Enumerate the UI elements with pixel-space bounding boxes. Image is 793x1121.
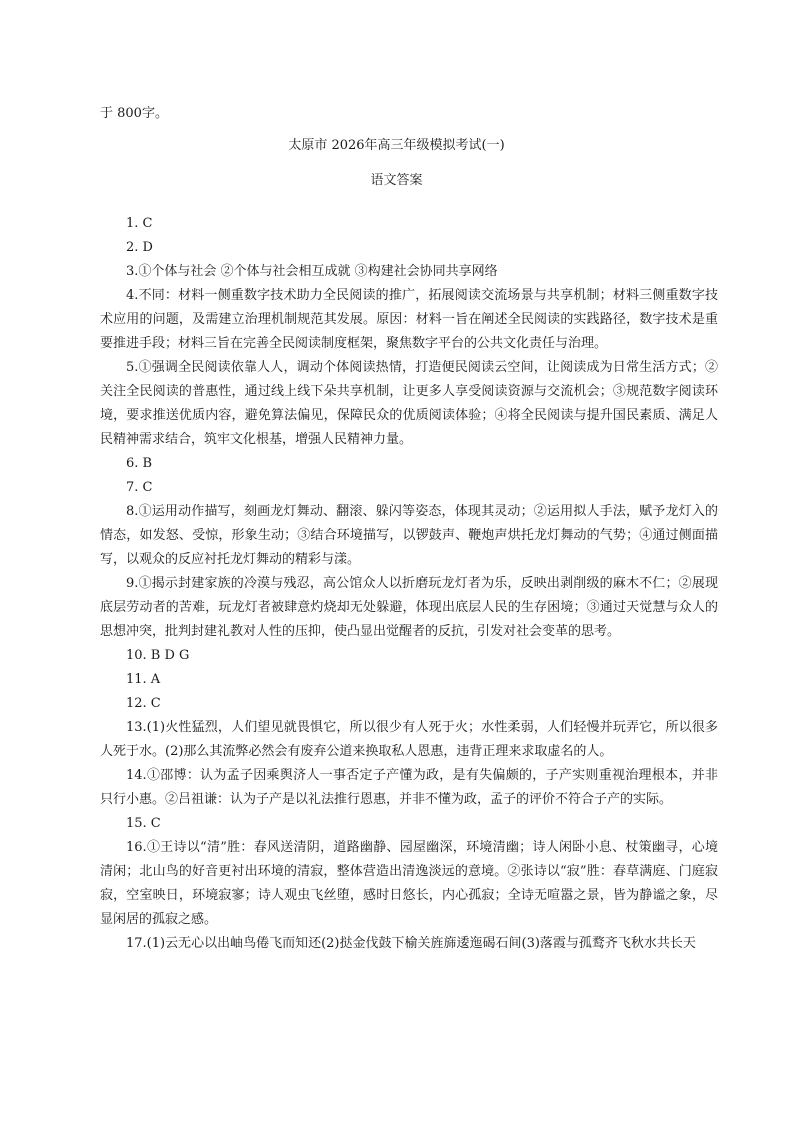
page-subtitle: 语文答案	[370, 173, 423, 188]
answer-item: 15. C	[126, 816, 161, 831]
answer-item: 8.①运用动作描写，刻画龙灯舞动、翻滚、躲闪等姿态，体现其灵动；②运用拟人手法，赋予龙灯入的情态，如发怒、受惊，形象生动；③结合环境描写，以锣鼓声、鞭炮声烘托龙灯舞动的气势；④通过侧面描写，以观众的反应衬托龙灯舞动的精彩与漾。	[100, 504, 718, 567]
answer-item: 3.①个体与社会 ②个体与社会相互成就 ③构建社会协同共享网络	[126, 264, 498, 279]
answer-item: 14.①邵博：认为孟子因乘舆济人一事否定子产懂为政，是有失偏颇的，子产实则重视治理根本，并非只行小惠。②吕祖谦：认为子产是以礼法推行恩惠，并非不懂为政，孟子的评价不符合子产的实际。	[100, 768, 718, 807]
answer-item: 12. C	[126, 696, 161, 711]
answer-item: 9.①揭示封建家族的冷漠与残忍，高公馆众人以折磨玩龙灯者为乐，反映出剥削级的麻木不仁；②展现底层劳动者的苦难，玩龙灯者被肆意灼烧却无处躲避，体现出底层人民的生存困境；③通过天觉慧与众人的思想冲突，批判封建礼教对人性的压抑，使凸显出觉醒者的反抗，引发对社会变革的思考。	[100, 576, 718, 639]
answer-list	[100, 212, 718, 956]
answer-item: 17.(1)云无心以出岫鸟倦飞而知还(2)挞金伐鼓下榆关旌旆逶迤碣石间(3)落霞与孤鹜齐飞秋水共长天	[126, 936, 696, 951]
answer-item: 13.(1)火性猛烈，人们望见就畏惧它，所以很少有人死于火；水性柔弱，人们轻慢并玩弄它，所以很多人死于水。(2)那么其流弊必然会有废弃公道来换取私人恩惠，违背正理来求取虚名的人。	[100, 720, 718, 759]
answer-item: 4.不同：材料一侧重数字技术助力全民阅读的推广，拓展阅读交流场景与共享机制；材料三侧重数字技术应用的问题，及需建立治理机制规范其发展。原因：材料一旨在阐述全民阅读的实践路径，数字技术是重要推进手段；材料三旨在完善全民阅读制度框架，聚焦数字平台的公共文化责任与治理。	[100, 288, 718, 351]
page-title: 太原市 2026年高三年级模拟考试(一)	[288, 138, 505, 153]
answer-item: 5.①强调全民阅读依靠人人，调动个体阅读热情，打造便民阅读云空间，让阅读成为日常生活方式；②关注全民阅读的普惠性，通过线上线下朵共享机制，让更多人享受阅读资源与交流机会；③规范数字阅读环境，要求推送优质内容，避免算法偏见，保障民众的优质阅读体验；④将全民阅读与提升国民素质、满足人民精神需求结合，筑牢文化根基，增强人民精神力量。	[100, 360, 718, 447]
answer-item: 1. C	[126, 216, 153, 231]
answer-item: 10. B D G	[126, 648, 190, 663]
answer-item: 7. C	[126, 480, 153, 495]
answer-item: 2. D	[126, 240, 153, 255]
answer-item: 16.①王诗以“清”胜：春风送清阴，道路幽静、园屋幽深，环境清幽；诗人闲卧小息、杖策幽寻，心境清闲；北山鸟的好音更衬出环境的清寂，整体营造出清逸淡远的意境。②张诗以“寂”胜：春草满庭、门庭寂寂，空室映日，环境寂寥；诗人观虫飞丝堕，感时日悠长，内心孤寂；全诗无喧嚣之景，皆为静谧之象，尽显闲居的孤寂之感。	[100, 840, 718, 927]
answer-item: 6. B	[126, 456, 153, 471]
previous-section-tail: 于 800字。	[100, 106, 168, 121]
answer-item: 11. A	[126, 672, 161, 687]
